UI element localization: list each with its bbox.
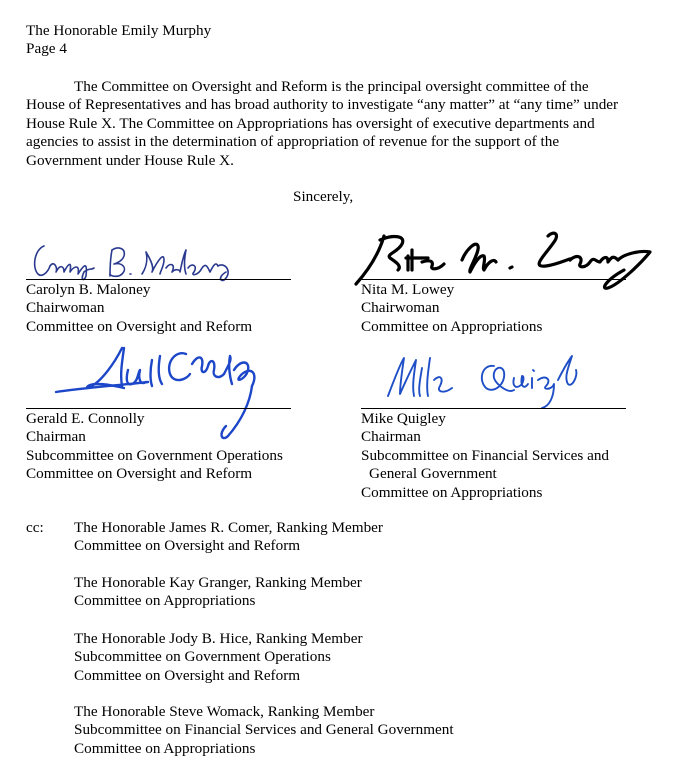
signatory-title: Chairman (26, 428, 86, 446)
cc-entry (74, 703, 454, 758)
signatory-block (361, 281, 542, 336)
signatory-name: Mike Quigley (361, 410, 446, 427)
cc-line: Committee on Appropriations (74, 592, 256, 610)
cc-line: Committee on Oversight and Reform (74, 537, 301, 555)
signature-line (26, 279, 291, 280)
body-line: agencies to assist in the determination of appropriation of revenue for the support of the (26, 133, 560, 151)
signature-maloney (30, 238, 245, 284)
signature-line (361, 279, 626, 280)
signatory-name: Nita M. Lowey (361, 281, 455, 298)
cc-line: Committee on Appropriations (74, 739, 256, 757)
cc-entry (74, 630, 363, 685)
recipient-line: The Honorable Emily Murphy (26, 22, 212, 39)
cc-line: Subcommittee on Government Operations (74, 648, 331, 666)
signatory-title: Chairman (361, 428, 421, 446)
signature-line (26, 408, 291, 409)
signatory-committee: Subcommittee on Government Operations (26, 446, 283, 464)
body-line: House of Representatives and has broad authority to investigate “any matter” at “any time” under (26, 96, 619, 114)
cc-entry (74, 519, 383, 556)
signatory-name: Carolyn B. Maloney (26, 281, 151, 298)
signatory-block (361, 410, 609, 502)
cc-line: Subcommittee on Financial Services and General Government (74, 721, 454, 739)
body-line: House Rule X. The Committee on Appropriations has oversight of executive departments and (26, 114, 595, 132)
closing: Sincerely, (293, 188, 354, 205)
signatory-committee: General Government (369, 465, 497, 483)
signature-drawing (382, 350, 582, 410)
signatory-title: Chairwoman (361, 299, 440, 317)
signature-quigley (382, 350, 582, 410)
cc-entry (74, 574, 362, 611)
signatory-committee: Committee on Oversight and Reform (26, 465, 253, 483)
page-number: Page 4 (26, 40, 67, 58)
cc-label: cc: (26, 519, 44, 536)
cc-line: The Honorable Jody B. Hice, Ranking Member (74, 630, 363, 647)
cc-line: The Honorable Steve Womack, Ranking Member (74, 703, 375, 720)
body-paragraph (26, 78, 666, 170)
cc-line: The Honorable James R. Comer, Ranking Member (74, 519, 383, 536)
signature-strokes (388, 356, 576, 408)
cc-line: The Honorable Kay Granger, Ranking Member (74, 574, 362, 591)
cc-line: Committee on Oversight and Reform (74, 666, 301, 684)
signatory-block (26, 281, 252, 336)
signatory-committee: Committee on Appropriations (361, 483, 543, 501)
signature-line (361, 408, 626, 409)
letter-header (26, 22, 211, 59)
signatory-name: Gerald E. Connolly (26, 410, 145, 427)
signature-strokes (35, 246, 229, 280)
signatory-title: Chairwoman (26, 299, 105, 317)
body-line: The Committee on Oversight and Reform is the principal oversight committee of the (74, 78, 589, 95)
signatory-committee: Subcommittee on Financial Services and (361, 446, 610, 464)
signature-drawing (30, 238, 245, 284)
signatory-committee: Committee on Appropriations (361, 317, 543, 335)
signatory-block (26, 410, 283, 484)
signatory-committee: Committee on Oversight and Reform (26, 317, 253, 335)
body-line: Government under House Rule X. (26, 151, 234, 169)
